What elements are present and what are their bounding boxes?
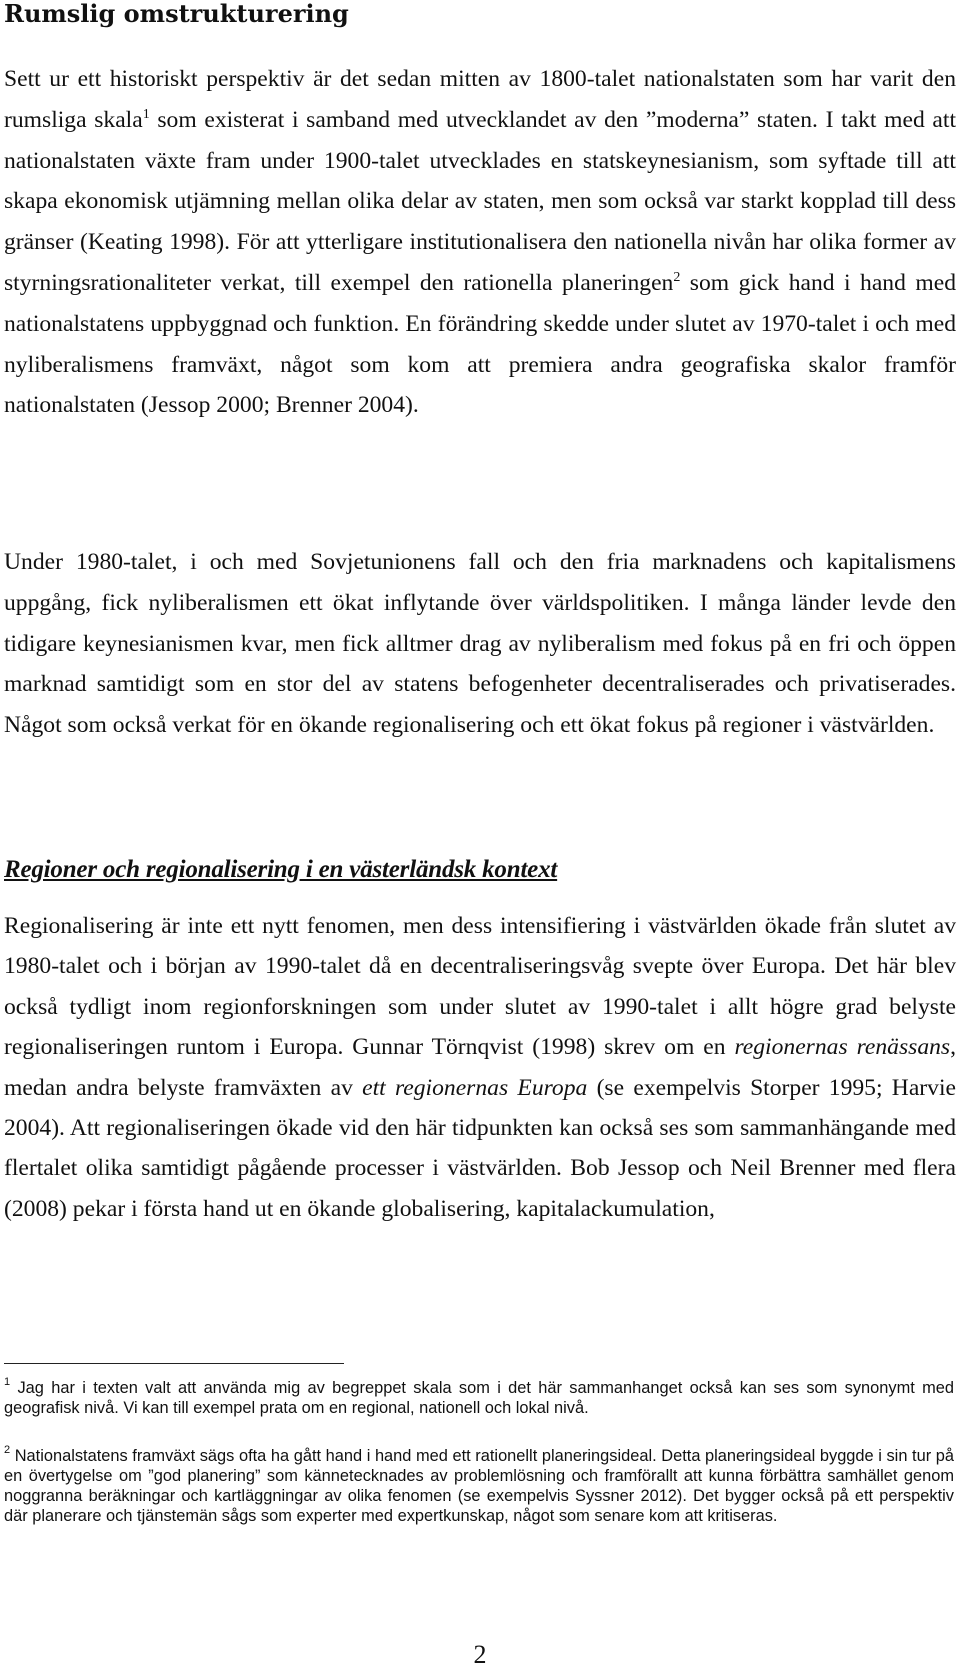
footnote-2-number: 2 xyxy=(4,1444,11,1456)
footnote-divider xyxy=(4,1363,344,1364)
subsection-heading: Regioner och regionalisering i en västerländsk kontext xyxy=(4,856,558,883)
footnote-2-text: Nationalstatens framväxt sägs ofta ha gått hand i hand med ett rationellt planeringsideal. Detta planeringsideal byggde i sin tur på en övertygelse om ”god planering” som kännetecknades av problemlösning och framförallt att kunna förbättra samhället genom noggranna beräkningar och kartläggningar av olika fenomen (se exempelvis Syssner 2012). Det bygger också på ett perspektiv där planerare och tjänstemän sågs som experter med expertkunskap, något som senare kom att kritiseras. xyxy=(4,1447,954,1525)
italic-term-2: ett regionernas Europa xyxy=(362,1074,588,1101)
paragraph-3-text-c: (se exempelvis Storper 1995; Harvie 2004). Att regionaliseringen ökade vid den här tidpunkten kan också ses som sammanhängande med flertalet olika samtidigt pågående processer i västvärlden. Bob Jessop och Neil Brenner med flera (2008) pekar i första hand ut en ökande globalisering, kapitalackumulation, xyxy=(4,1074,956,1222)
paragraph-3-text-b: , medan andra belyste framväxten av xyxy=(4,1034,956,1101)
footnote-2 xyxy=(4,1446,954,1526)
footnote-ref-2: 2 xyxy=(673,269,681,285)
section-heading: Rumslig omstrukturering xyxy=(4,0,349,28)
footnote-1-number: 1 xyxy=(4,1376,11,1388)
italic-term-1: regionernas renässans xyxy=(734,1034,951,1061)
paragraph-2: Under 1980-talet, i och med Sovjetunionens fall och den fria marknadens och kapitalismens uppgång, fick nyliberalismen ett ökat inflytande över världspolitiken. I många länder levde den tidigare keynesianismen kvar, men fick alltmer drag av nyliberalism med fokus på en fri och öppen marknad samtidigt som en stor del av statens befogenheter decentraliserades och privatiserades. Något som också verkat för en ökande regionalisering och ett ökat fokus på regioner i västvärlden. xyxy=(4,549,956,739)
footnote-1 xyxy=(4,1378,954,1418)
paragraph-1-text-b: som existerat i samband med utvecklandet av den ”moderna” staten. I takt med att nationalstaten växte fram under 1900-talet utvecklades en statskeynesianism, som syftade till att skapa ekonomisk utjämning mellan olika delar av staten, men som också var starkt kopplad till dess gränser (Keating 1998). För att ytterligare institutionalisera den nationella nivån har olika former av styrningsrationaliteter verkat, till exempel den rationella planeringen xyxy=(4,106,956,296)
footnote-ref-1: 1 xyxy=(142,106,150,122)
paragraph-1-text-a: Sett ur ett historiskt perspektiv är det sedan mitten av 1800-talet nationalstaten som har varit den rumsliga skala xyxy=(4,66,956,133)
paragraph-3-text-a: Regionalisering är inte ett nytt fenomen, men dess intensifiering i västvärlden ökade från slutet av 1980-talet och i början av 1990-talet då en decentraliseringsvåg svepte över Europa. Det här blev också tydligt inom regionforskningen som under slutet av 1990-talet i allt högre grad belyste regionaliseringen runtom i Europa. Gunnar Törnqvist (1998) skrev om en xyxy=(4,913,956,1061)
paragraph-1 xyxy=(4,59,956,426)
footnote-1-text: Jag har i texten valt att använda mig av begreppet skala som i det här sammanhanget också kan ses som synonymt med geografisk nivå. Vi kan till exempel prata om en regional, nationell och lokal nivå. xyxy=(4,1379,954,1417)
paragraph-3 xyxy=(4,906,956,1229)
page-number: 2 xyxy=(473,1640,487,1669)
paragraph-1-text-c: som gick hand i hand med nationalstatens uppbyggnad och funktion. En förändring skedde under slutet av 1970-talet i och med nyliberalismens framväxt, något som kom att premiera andra geografiska skalor framför nationalstaten (Jessop 2000; Brenner 2004). xyxy=(4,269,956,419)
